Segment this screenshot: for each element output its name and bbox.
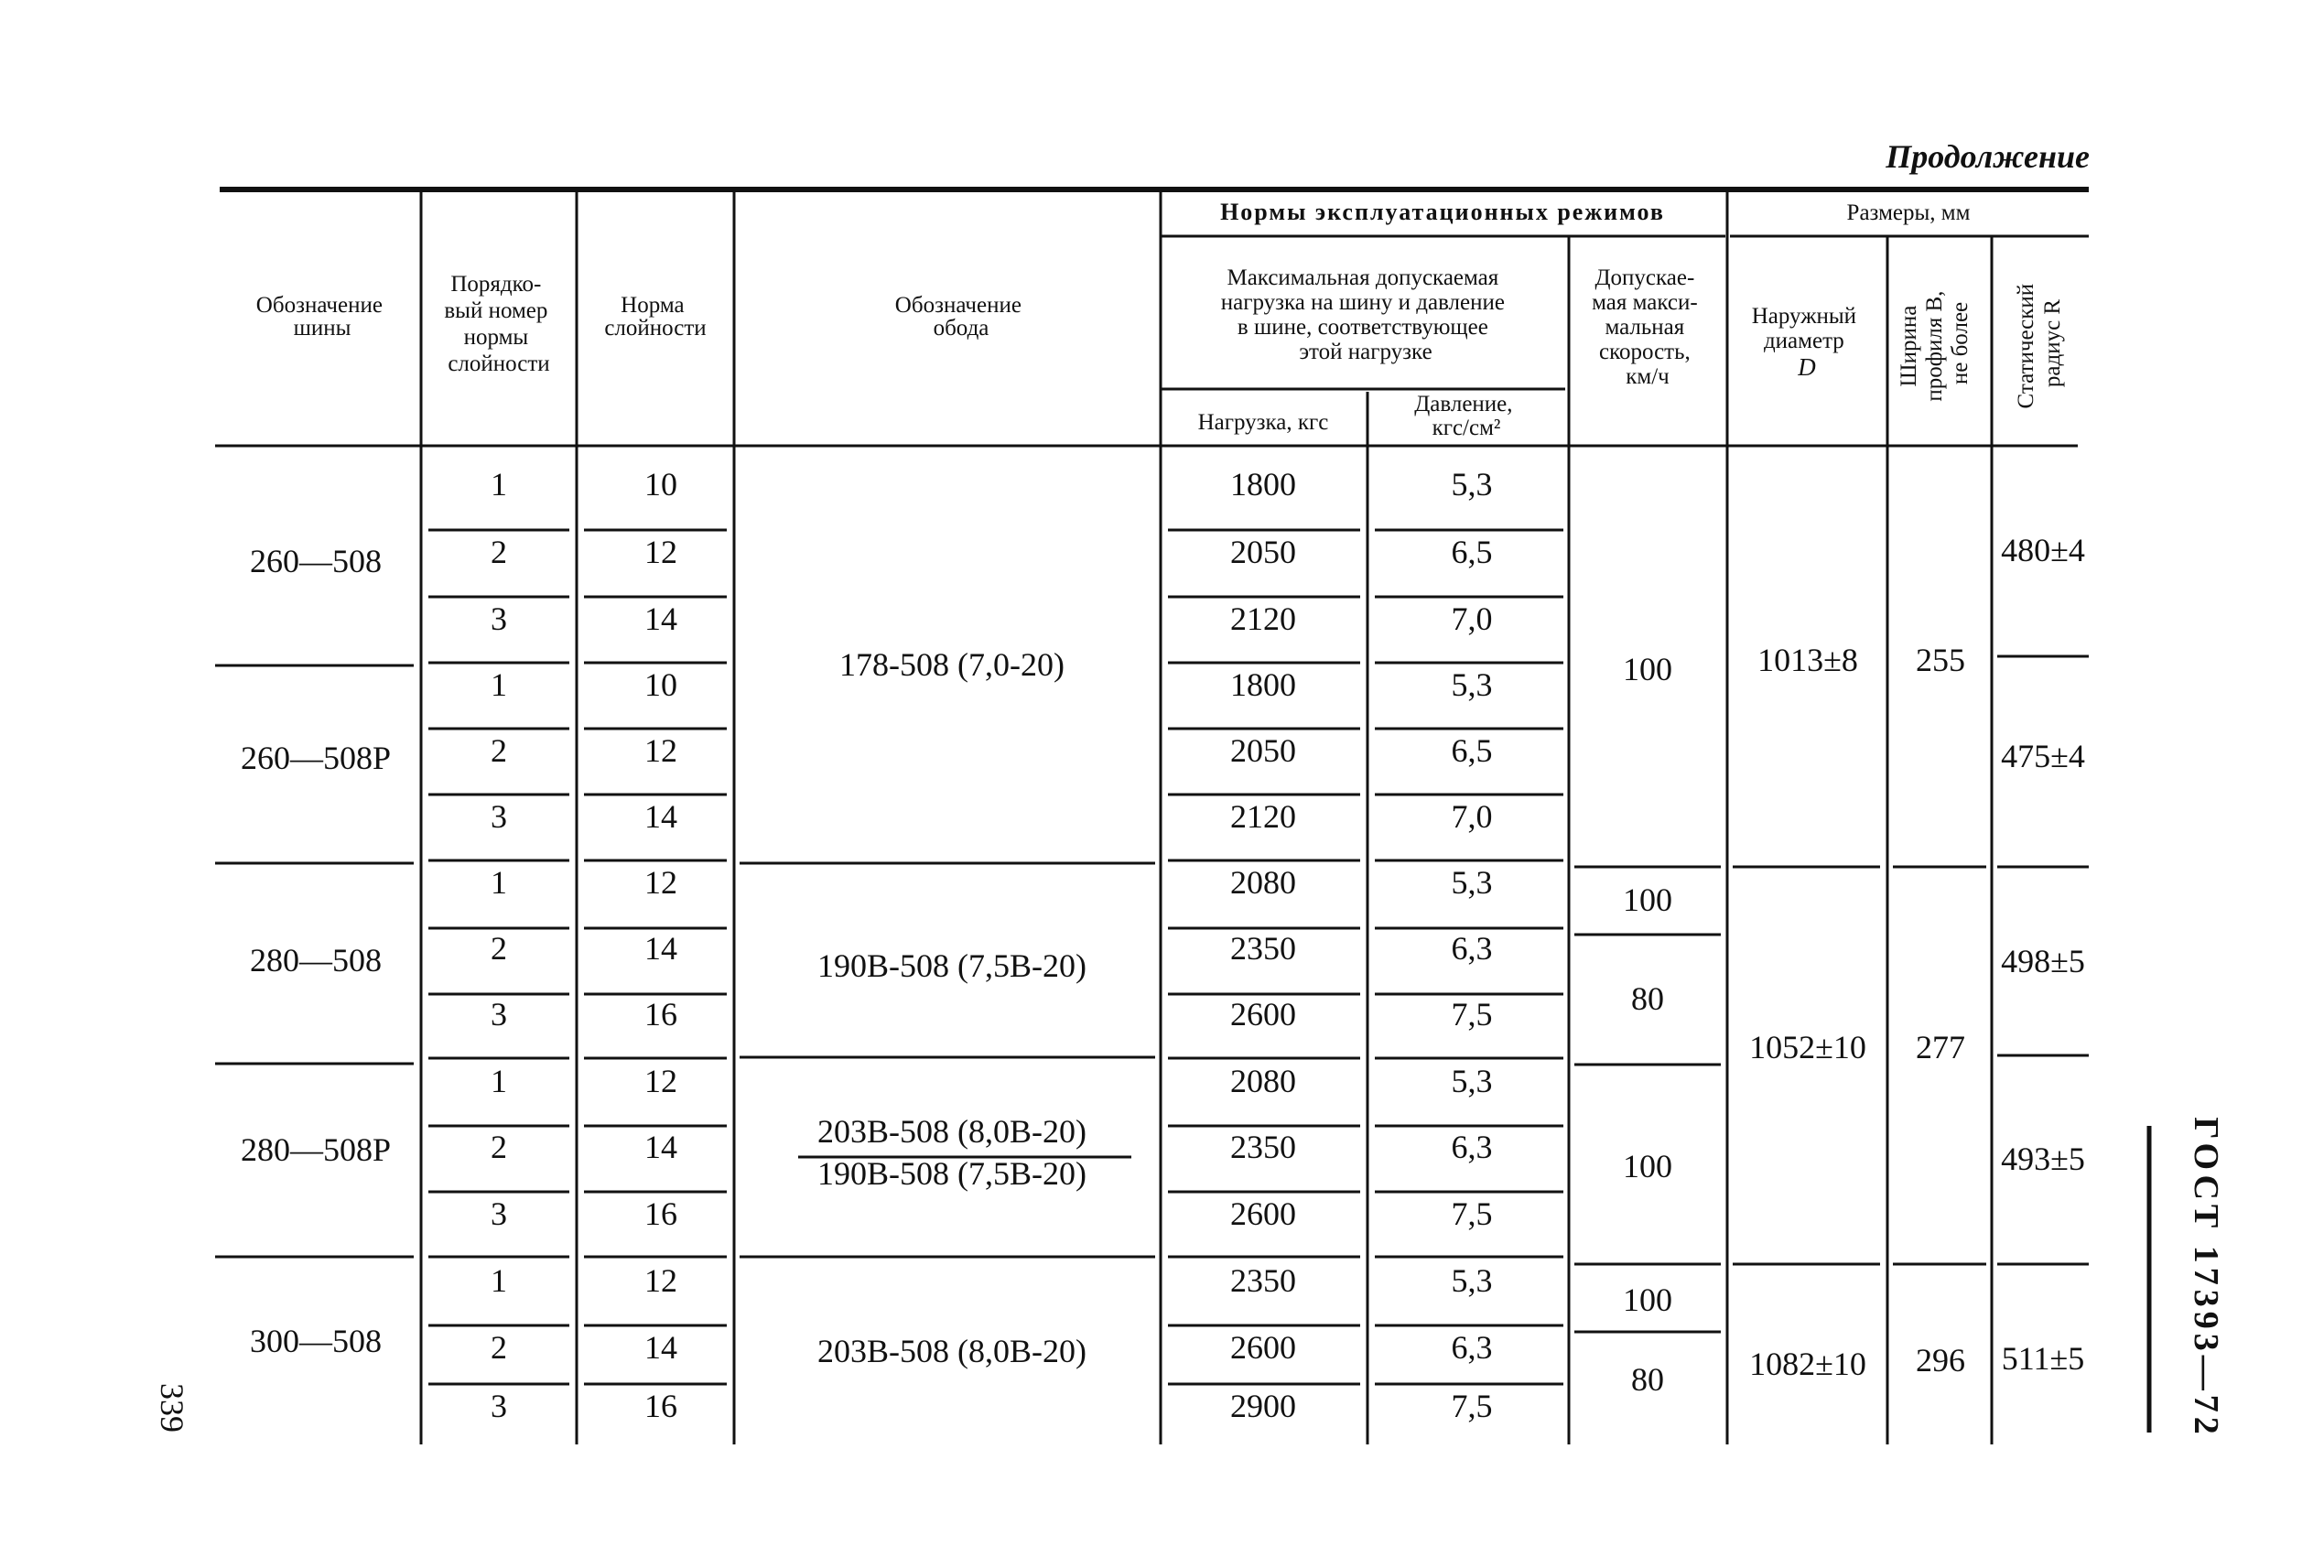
- profile-width-header: Ширина профиля B, не более: [1897, 290, 1973, 402]
- tire-designation-header: Обозначение шины: [255, 293, 383, 341]
- static-radius-cell: 480±4: [2001, 532, 2085, 568]
- pressure-cell: 6,5: [1451, 732, 1493, 769]
- pressure-cell: 5,3: [1451, 864, 1493, 901]
- pressure-cell: 5,3: [1451, 1262, 1493, 1299]
- load-cell: 2350: [1230, 930, 1296, 967]
- outer-diameter-cell: 1013±8: [1757, 642, 1858, 678]
- plie-cell: 10: [644, 466, 677, 503]
- speed-cell: 100: [1623, 1148, 1672, 1184]
- rim-cell: 190В-508 (7,5В-20): [817, 947, 1086, 984]
- plie-cell: 16: [644, 996, 677, 1033]
- tire-designation-cell: 280—508: [250, 942, 382, 979]
- pressure-cell: 7,0: [1451, 798, 1493, 835]
- plie-cell: 12: [644, 1262, 677, 1299]
- rim-cell: 178-508 (7,0-20): [839, 646, 1065, 683]
- ordinal-cell: 2: [491, 534, 507, 570]
- ordinal-cell: 1: [491, 1063, 507, 1099]
- continuation-label: Продолжение: [1886, 138, 2090, 175]
- plie-cell: 12: [644, 864, 677, 901]
- profile-width-cell: 296: [1916, 1342, 1965, 1379]
- load-cell: 2080: [1230, 864, 1296, 901]
- ordinal-cell: 3: [491, 1388, 507, 1424]
- outer-diameter-header: Наружный диаметр D: [1751, 304, 1857, 381]
- rim-designation-header: Обозначение обода: [894, 293, 1021, 341]
- page-number: 339: [154, 1383, 190, 1433]
- rim-cell-denominator: 190В-508 (7,5В-20): [817, 1155, 1086, 1192]
- plie-cell: 12: [644, 534, 677, 570]
- ordinal-cell: 2: [491, 930, 507, 967]
- ordinal-cell: 1: [491, 1262, 507, 1299]
- load-cell: 2050: [1230, 732, 1296, 769]
- pressure-header: Давление, кгс/см²: [1414, 392, 1513, 440]
- ordinal-cell: 2: [491, 1329, 507, 1366]
- plie-cell: 16: [644, 1388, 677, 1424]
- outer-diameter-cell: 1082±10: [1749, 1346, 1866, 1382]
- plie-cell: 14: [644, 798, 677, 835]
- pressure-cell: 7,5: [1451, 1195, 1493, 1232]
- plie-cell: 14: [644, 600, 677, 637]
- plie-cell: 14: [644, 1329, 677, 1366]
- pressure-cell: 6,3: [1451, 930, 1493, 967]
- plie-cell: 14: [644, 930, 677, 967]
- static-radius-cell: 493±5: [2001, 1141, 2085, 1177]
- load-cell: 2350: [1230, 1129, 1296, 1165]
- load-cell: 2600: [1230, 996, 1296, 1033]
- ply-rating-header: Норма слойности: [604, 293, 707, 341]
- speed-cell: 80: [1631, 980, 1664, 1017]
- rim-cell: 203В-508 (8,0В-20): [817, 1333, 1086, 1369]
- load-cell: 2350: [1230, 1262, 1296, 1299]
- static-radius-cell: 475±4: [2001, 738, 2085, 774]
- load-cell: 2900: [1230, 1388, 1296, 1424]
- load-cell: 1800: [1230, 466, 1296, 503]
- profile-width-cell: 277: [1916, 1029, 1965, 1065]
- ordinal-cell: 2: [491, 1129, 507, 1165]
- ordinal-cell: 1: [491, 466, 507, 503]
- tire-designation-cell: 280—508Р: [240, 1131, 392, 1168]
- pressure-cell: 7,5: [1451, 1388, 1493, 1424]
- plie-cell: 16: [644, 1195, 677, 1232]
- tire-designation-cell: 260—508: [250, 543, 382, 579]
- pressure-cell: 7,0: [1451, 600, 1493, 637]
- max-speed-header: Допускае- мая макси- мальная скорость, км/ч: [1592, 265, 1698, 389]
- ordinal-cell: 1: [491, 864, 507, 901]
- tire-designation-cell: 300—508: [250, 1323, 382, 1359]
- load-cell: 2120: [1230, 798, 1296, 835]
- pressure-cell: 6,3: [1451, 1329, 1493, 1366]
- profile-width-cell: 255: [1916, 642, 1965, 678]
- ordinal-cell: 3: [491, 996, 507, 1033]
- ordinal-cell: 2: [491, 732, 507, 769]
- ordinal-number-header: Порядко- вый номер нормы слойности: [444, 272, 550, 376]
- pressure-cell: 5,3: [1451, 666, 1493, 703]
- plie-cell: 14: [644, 1129, 677, 1165]
- plie-cell: 12: [644, 732, 677, 769]
- pressure-cell: 6,3: [1451, 1129, 1493, 1165]
- plie-cell: 10: [644, 666, 677, 703]
- load-cell: 2600: [1230, 1329, 1296, 1366]
- static-radius-header: Статический радиус R: [2014, 283, 2065, 409]
- load-cell: 1800: [1230, 666, 1296, 703]
- rim-cell-numerator: 203В-508 (8,0В-20): [817, 1113, 1086, 1150]
- tire-designation-cell: 260—508Р: [240, 740, 392, 776]
- load-cell: 2600: [1230, 1195, 1296, 1232]
- speed-cell: 100: [1623, 1281, 1672, 1318]
- ordinal-cell: 3: [491, 1195, 507, 1232]
- load-cell: 2120: [1230, 600, 1296, 637]
- ordinal-cell: 3: [491, 600, 507, 637]
- load-header: Нагрузка, кгс: [1197, 410, 1329, 435]
- pressure-cell: 5,3: [1451, 1063, 1493, 1099]
- pressure-cell: 5,3: [1451, 466, 1493, 503]
- speed-cell: 80: [1631, 1361, 1664, 1398]
- plie-cell: 12: [644, 1063, 677, 1099]
- load-cell: 2080: [1230, 1063, 1296, 1099]
- dimensions-header: Размеры, мм: [1846, 200, 1971, 225]
- ordinal-cell: 3: [491, 798, 507, 835]
- max-load-header: Максимальная допускаемая нагрузка на шину и давление в шине, соответствующее этой нагрузке: [1220, 265, 1505, 364]
- load-cell: 2050: [1230, 534, 1296, 570]
- outer-diameter-cell: 1052±10: [1749, 1029, 1866, 1065]
- operating-norms-header: Нормы эксплуатационных режимов: [1220, 199, 1665, 225]
- ordinal-cell: 1: [491, 666, 507, 703]
- pressure-cell: 7,5: [1451, 996, 1493, 1033]
- standard-label: ГОСТ 17393—72: [2187, 1117, 2225, 1439]
- table-body: [241, 466, 1493, 1424]
- pressure-cell: 6,5: [1451, 534, 1493, 570]
- static-radius-cell: 511±5: [2001, 1340, 2085, 1377]
- static-radius-cell: 498±5: [2001, 943, 2085, 979]
- speed-cell: 100: [1623, 881, 1672, 918]
- speed-cell: 100: [1623, 651, 1672, 687]
